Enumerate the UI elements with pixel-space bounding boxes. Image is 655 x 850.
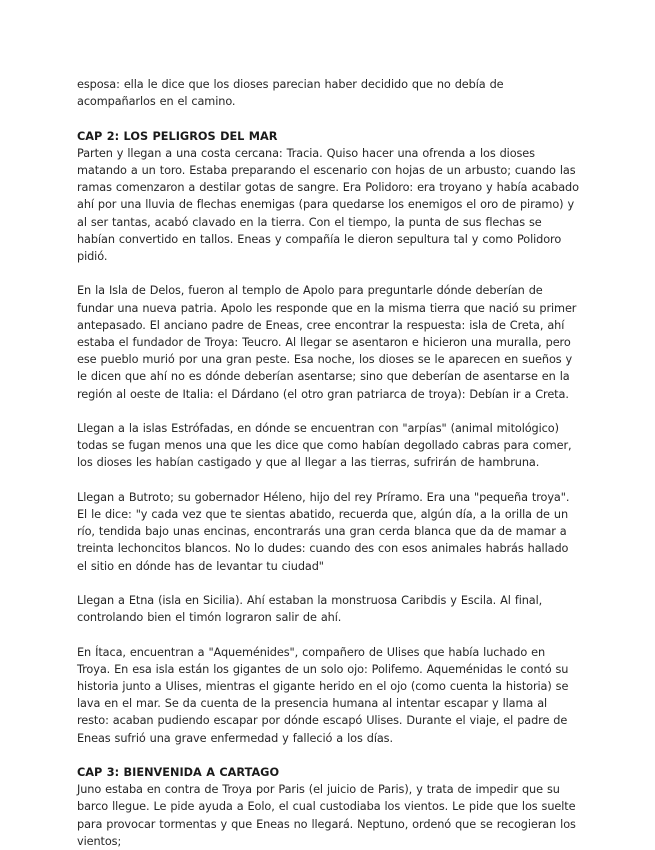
chapter-2-heading: CAP 2: LOS PELIGROS DEL MAR <box>77 129 278 143</box>
paragraph-itaca: En Ítaca, encuentran a "Aqueménides", compañero de Ulises que había luchado en Troya. En esa isla están los gigantes de un solo ojo: Polifemo. Aqueménidas le contó su historia junto a Ulises, mientras el gigante herido en el ojo (como cuenta la historia) se lava en el mar. Se da cuenta de la presencia humana al intentar escapar y llama al resto: acaban pudiendo escapar por dónde escapó Ulises. Durante el viaje, el padre de Eneas sufrió una grave enfermedad y falleció a los días. <box>77 645 569 745</box>
paragraph-tracia: Parten y llegan a una costa cercana: Tracia. Quiso hacer una ofrenda a los dioses matando a un toro. Estaba preparando el escenario con hojas de un arbusto; cuando las ramas comenzaron a destilar gotas de sangre. Era Polidoro: era troyano y había acabado ahí por una lluvia de flechas enemigas (para quedarse los enemigos el oro de piramo) y al ser tantas, acabó clavado en la tierra. Con el tiempo, la punta de sus flechas se habían convertido en tallos. Eneas y compañía le dieron sepultura tal y como Polidoro pidió. <box>77 146 579 264</box>
paragraph-delos: En la Isla de Delos, fueron al templo de Apolo para preguntarle dónde deberían de fundar una nueva patria. Apolo les responde que en la misma tierra que nació su primer antepasado. El anciano padre de Eneas, cree encontrar la respuesta: isla de Creta, ahí estaba el fundador de Troya: Teucro. Al llegar se asentaron e hicieron una muralla, pero ese pueblo murió por una gran peste. Esa noche, los dioses se le aparecen en sueños y le dicen que ahí no es dónde deberían asentarse; sino que deberían de asentarse en la región al oeste de Italia: el Dárdano (el otro gran patriarca de troya): Debían ir a Creta. <box>77 284 577 401</box>
chapter-3-heading: CAP 3: BIENVENIDA A CARTAGO <box>77 766 280 780</box>
paragraph-estrofadas: Llegan a la islas Estrófadas, en dónde se encuentran con "arpías" (animal mitológico) todas se fugan menos una que les dice que como habían degollado cabras para comer, los dioses les habían castigado y que al llegar a las tierras, sufrirán de hambruna. <box>77 422 572 470</box>
paragraph-intro: esposa: ella le dice que los dioses parecian haber decidido que no debía de acompañarlos en el camino. <box>77 78 504 109</box>
document-body <box>77 76 581 850</box>
paragraph-butroto: Llegan a Butroto; su gobernador Héleno, hijo del rey Príramo. Era una "pequeña troya". El le dice: "y cada vez que te sientas abatido, recuerda que, algún día, a la orilla de un río, tendida bajo unas encinas, encontrarás una gran cerda blanca que da de mamar a treinta lechoncitos blancos. No lo dudes: cuando des con esos animales habrás hallado el sitio en dónde has de levantar tu ciudad" <box>77 490 570 573</box>
paragraph-juno: Juno estaba en contra de Troya por Paris (el juicio de Paris), y trata de impedir que su barco llegue. Le pide ayuda a Eolo, el cual custodiaba los vientos. Le pide que los suelte para provocar tormentas y que Eneas no llegará. Neptuno, ordenó que se recogieran los vientos; <box>77 783 576 848</box>
paragraph-etna: Llegan a Etna (isla en Sicilia). Ahí estaban la monstruosa Caribdis y Escila. Al final, controlando bien el timón lograron salir de ahí. <box>77 594 543 625</box>
